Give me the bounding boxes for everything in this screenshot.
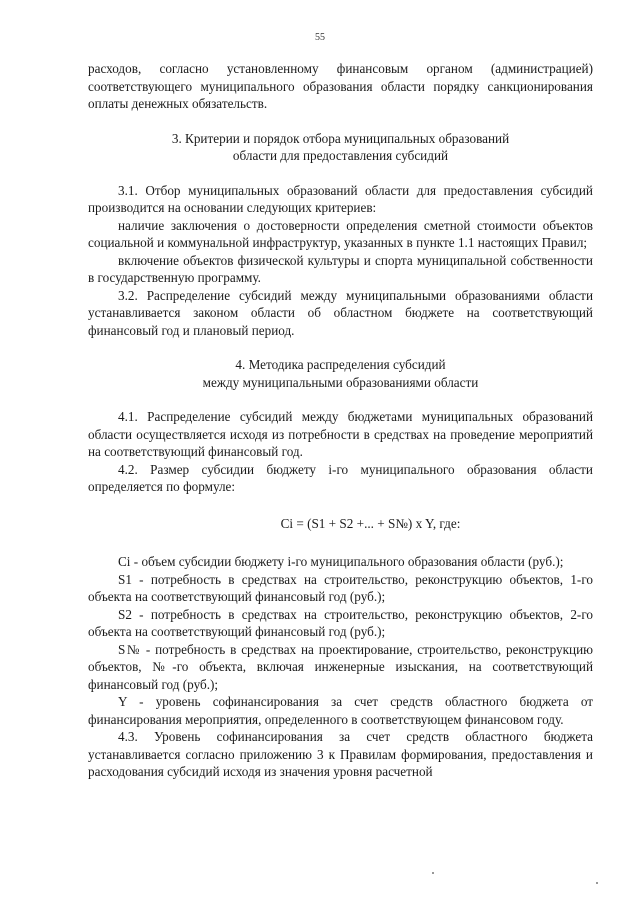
definition-s1: S1 - потребность в средствах на строительство, реконструкцию объектов, 1-го объекта на соответствующий финансовый год (руб.);: [88, 571, 593, 604]
definition-ci: Ci - объем субсидии бюджету i-го муниципального образования области (руб.);: [118, 554, 564, 569]
section-3-title-line-2: области для предоставления субсидий: [232, 148, 449, 163]
section-3-paragraph-4: 3.2. Распределение субсидий между муниципальными образованиями области устанавливается законом области об областном бюджете на соответствующий финансовый год и плановый период.: [88, 287, 593, 338]
section-4-paragraph-3: 4.3. Уровень софинансирования за счет средств областного бюджета устанавливается согласно приложению 3 к Правилам формирования, предоставления и расходования субсидий исходя из значения уровня расчетной: [88, 729, 593, 779]
definition-s2: S2 - потребность в средствах на строительство, реконструкцию объектов, 2-го объекта на соответствующий финансовый год (руб.);: [88, 606, 593, 639]
section-3-paragraph-2: наличие заключения о достоверности определения сметной стоимости объектов социальной и коммунальной инфраструктур, указанных в пункте 1.1 настоящих Правил;: [88, 217, 593, 250]
section-3-paragraph-3: включение объектов физической культуры и спорта муниципальной собственности в государственную программу.: [88, 252, 593, 285]
document-body: [88, 60, 593, 781]
section-4-title-line-1: 4. Методика распределения субсидий: [235, 357, 446, 372]
section-4-title-line-2: между муниципальными образованиями области: [202, 374, 479, 390]
definition-sn: S№ - потребность в средствах на проектирование, строительство, реконструкцию объектов, №-го объекта, включая инженерные изыскания, на соответствующий финансовый год (руб.);: [88, 641, 593, 692]
section-4-paragraph-2: 4.2. Размер субсидии бюджету i-го муниципального образования области определяется по формуле:: [88, 461, 593, 494]
subsidy-formula: Ci = (S1 + S2 +... + S№) x Y, где:: [280, 515, 461, 531]
page-number: 55: [315, 32, 325, 43]
section-3-title-line-1: 3. Критерии и порядок отбора муниципальных образований: [171, 130, 510, 146]
scan-speck: [596, 882, 598, 884]
section-4-paragraph-1: 4.1. Распределение субсидий между бюджетами муниципальных образований области осуществляется исходя из потребности в средствах на проведение мероприятий на соответствующий финансовый год.: [88, 409, 593, 459]
definition-y: Y - уровень софинансирования за счет средств областного бюджета от финансирования мероприятия, определенного в соответствующем финансовом году.: [88, 694, 593, 727]
scan-speck: [432, 872, 434, 874]
intro-paragraph: расходов, согласно установленному финансовым органом (администрацией) соответствующего муниципального образования области порядку санкционирования оплаты денежных обязательств.: [88, 61, 593, 111]
section-3-paragraph-1: 3.1. Отбор муниципальных образований области для предоставления субсидий производится на основании следующих критериев:: [88, 182, 593, 215]
